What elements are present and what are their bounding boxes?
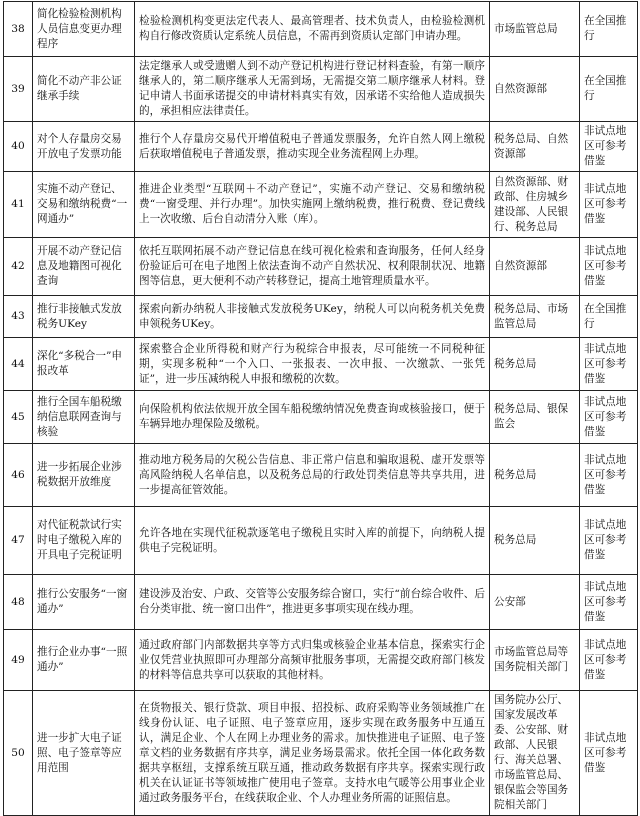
measure-name: 推行企业办事“一照通办” xyxy=(33,630,135,691)
row-number: 48 xyxy=(4,575,33,630)
scope: 在全国推行 xyxy=(580,296,638,338)
row-number: 50 xyxy=(4,691,33,816)
row-number: 39 xyxy=(4,57,33,122)
row-number: 38 xyxy=(4,2,33,57)
measure-content: 允许各地在实现代征税款逐笔电子缴税且实时入库的前提下，向纳税人提供电子完税证明。 xyxy=(135,507,490,575)
responsible-dept: 市场监管总局等国务院相关部门 xyxy=(490,630,580,691)
table-row xyxy=(4,391,638,444)
measure-content: 建设涉及治安、户政、交管等公安服务综合窗口，实行“前台综合收件、后台分类审批、统一窗口出件”，推进更多事项实现在线办理。 xyxy=(135,575,490,630)
table-row xyxy=(4,57,638,122)
measure-content: 通过政府部门内部数据共享等方式归集或核验企业基本信息，探索实行企业仅凭营业执照即可办理部分高频审批服务事项，无需提交政府部门核发的材料等信息共享可以获取的其他材料。 xyxy=(135,630,490,691)
row-number: 42 xyxy=(4,238,33,296)
table-row xyxy=(4,691,638,816)
row-number: 45 xyxy=(4,391,33,444)
measure-content: 法定继承人或受遗赠人到不动产登记机构进行登记材料查验，有第一顺序继承人的，第二顺序继承人无需到场，无需提交第二顺序继承人材料。登记申请人书面承诺提交的申请材料真实有效，因承诺不实给他人造成损失的，承担相应法律责任。 xyxy=(135,57,490,122)
scope: 非试点地区可参考借鉴 xyxy=(580,630,638,691)
table-row xyxy=(4,444,638,507)
scope: 非试点地区可参考借鉴 xyxy=(580,575,638,630)
scope: 非试点地区可参考借鉴 xyxy=(580,172,638,238)
table-row xyxy=(4,238,638,296)
measure-name: 深化“多税合一”申报改革 xyxy=(33,338,135,391)
scope: 在全国推行 xyxy=(580,57,638,122)
measure-content: 检验检测机构变更法定代表人、最高管理者、技术负责人，由检验检测机构自行修改资质认定系统人员信息，不需再到资质认定部门申请办理。 xyxy=(135,2,490,57)
measure-name: 开展不动产登记信息及地籍图可视化查询 xyxy=(33,238,135,296)
measure-name: 实施不动产登记、交易和缴纳税费“一网通办” xyxy=(33,172,135,238)
table-row xyxy=(4,575,638,630)
measure-content: 在货物报关、银行贷款、项目申报、招投标、政府采购等业务领域推广在线身份认证、电子证照、电子签章应用，逐步实现在政务服务中互通互认，满足企业、个人在网上办理业务的需求。加快推进电子证照、电子签章文档的业务数据有序共享，满足业务场景需求。依托全国一体化政务数据共享枢纽，支撑系统互联互通，推动政务数据有序共享。探索实现行政机关在认证证书等领域推广使用电子签章。支持水电气暖等公用事业企业通过政务服务平台，在线获取企业、个人办理业务所需的证照信息。 xyxy=(135,691,490,816)
responsible-dept: 税务总局 xyxy=(490,338,580,391)
table-row xyxy=(4,507,638,575)
scope: 非试点地区可参考借鉴 xyxy=(580,507,638,575)
scope: 非试点地区可参考借鉴 xyxy=(580,238,638,296)
reform-measures-table xyxy=(3,1,638,816)
row-number: 44 xyxy=(4,338,33,391)
responsible-dept: 税务总局、市场监管总局 xyxy=(490,296,580,338)
table-row xyxy=(4,338,638,391)
measure-name: 对代征税款试行实时电子缴税入库的开具电子完税证明 xyxy=(33,507,135,575)
responsible-dept: 公安部 xyxy=(490,575,580,630)
table-row xyxy=(4,2,638,57)
row-number: 47 xyxy=(4,507,33,575)
responsible-dept: 税务总局、银保监会 xyxy=(490,391,580,444)
table-row xyxy=(4,172,638,238)
responsible-dept: 税务总局、自然资源部 xyxy=(490,122,580,172)
measure-name: 推行全国车船税缴纳信息联网查询与核验 xyxy=(33,391,135,444)
measure-name: 推行非接触式发放税务UKey xyxy=(33,296,135,338)
measure-content: 推进企业类型“互联网＋不动产登记”，实施不动产登记、交易和缴纳税费“一窗受理、并行办理”。加快实施网上缴纳税费，推行税费、登记费线上一次收缴、后台自动清分入账（库）。 xyxy=(135,172,490,238)
responsible-dept: 自然资源部 xyxy=(490,57,580,122)
responsible-dept: 自然资源部、财政部、住房城乡建设部、人民银行、税务总局 xyxy=(490,172,580,238)
table-row xyxy=(4,296,638,338)
responsible-dept: 税务总局 xyxy=(490,444,580,507)
measure-content: 推动地方税务局的欠税公告信息、非正常户信息和骗取退税、虚开发票等高风险纳税人名单信息，以及税务总局的行政处罚类信息等共享共用，进一步提高征管效能。 xyxy=(135,444,490,507)
scope: 非试点地区可参考借鉴 xyxy=(580,338,638,391)
measure-name: 对个人存量房交易开放电子发票功能 xyxy=(33,122,135,172)
responsible-dept: 市场监管总局 xyxy=(490,2,580,57)
measure-name: 推行公安服务“一窗通办” xyxy=(33,575,135,630)
measure-name: 简化不动产非公证继承手续 xyxy=(33,57,135,122)
responsible-dept: 自然资源部 xyxy=(490,238,580,296)
measure-content: 依托互联网拓展不动产登记信息在线可视化检索和查询服务，任何人经身份验证后可在电子地图上依法查询不动产自然状况、权利限制状况、地籍图等信息，更大便利不动产转移登记，提高土地管理质量水平。 xyxy=(135,238,490,296)
measure-content: 推行个人存量房交易代开增值税电子普通发票服务，允许自然人网上缴税后获取增值税电子普通发票，推动实现全业务流程网上办理。 xyxy=(135,122,490,172)
measure-name: 进一步拓展企业涉税数据开放维度 xyxy=(33,444,135,507)
scope: 非试点地区可参考借鉴 xyxy=(580,444,638,507)
scope: 非试点地区可参考借鉴 xyxy=(580,691,638,816)
table-row xyxy=(4,122,638,172)
scope: 非试点地区可参考借鉴 xyxy=(580,391,638,444)
measure-name: 简化检验检测机构人员信息变更办理程序 xyxy=(33,2,135,57)
measure-content: 探索整合企业所得税和财产行为税综合申报表，尽可能统一不同税种征期，实现多税种“一个入口、一张报表、一次申报、一次缴款、一张凭证”，进一步压减纳税人申报和缴税的次数。 xyxy=(135,338,490,391)
responsible-dept: 国务院办公厅、国家发展改革委、公安部、财政部、人民银行、海关总署、市场监管总局、银保监会等国务院相关部门 xyxy=(490,691,580,816)
table-body xyxy=(4,2,638,816)
scope: 非试点地区可参考借鉴 xyxy=(580,122,638,172)
row-number: 40 xyxy=(4,122,33,172)
row-number: 41 xyxy=(4,172,33,238)
row-number: 43 xyxy=(4,296,33,338)
measure-content: 向保险机构依法依规开放全国车船税缴纳情况免费查询或核验接口，便于车辆异地办理保险及缴税。 xyxy=(135,391,490,444)
table-row xyxy=(4,630,638,691)
measure-content: 探索向新办纳税人非接触式发放税务UKey，纳税人可以向税务机关免费申领税务UKey。 xyxy=(135,296,490,338)
measure-name: 进一步扩大电子证照、电子签章等应用范围 xyxy=(33,691,135,816)
responsible-dept: 税务总局 xyxy=(490,507,580,575)
scope: 在全国推行 xyxy=(580,2,638,57)
row-number: 46 xyxy=(4,444,33,507)
row-number: 49 xyxy=(4,630,33,691)
